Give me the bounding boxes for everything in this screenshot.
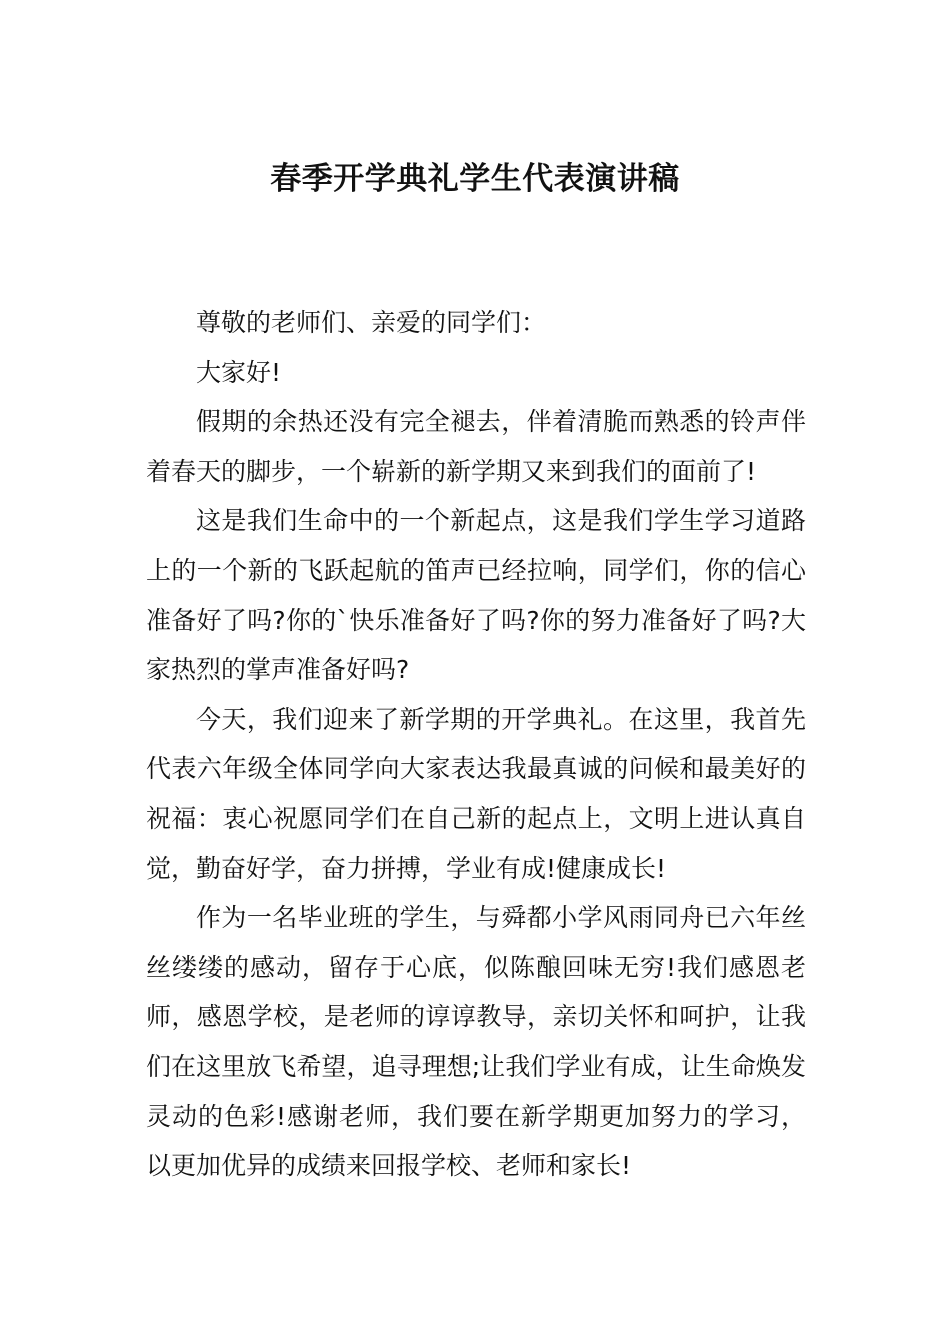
body-paragraph: 今天，我们迎来了新学期的开学典礼。在这里，我首先代表六年级全体同学向大家表达我最真诚的问候和最美好的祝福：衷心祝愿同学们在自己新的起点上，文明上进认真自觉，勤奋好学，奋力拼搏，学业有成!健康成长!: [146, 704, 806, 883]
body-paragraph: 这是我们生命中的一个新起点，这是我们学生学习道路上的一个新的飞跃起航的笛声已经拉响，同学们，你的信心准备好了吗?你的`快乐准备好了吗?你的努力准备好了吗?大家热烈的掌声准备好吗?: [146, 506, 806, 685]
document-title: 春季开学典礼学生代表演讲稿: [270, 161, 680, 197]
greeting-paragraph: 大家好!: [196, 357, 282, 387]
salutation-paragraph: 尊敬的老师们、亲爱的同学们：: [196, 308, 547, 337]
body-paragraph: 假期的余热还没有完全褪去，伴着清脆而熟悉的铃声伴着春天的脚步，一个崭新的新学期又来到我们的面前了!: [146, 407, 806, 486]
document-body: [146, 298, 806, 1191]
body-paragraph: 作为一名毕业班的学生，与舜都小学风雨同舟已六年丝丝缕缕的感动，留存于心底，似陈酿回味无穷!我们感恩老师，感恩学校，是老师的谆谆教导，亲切关怀和呵护，让我们在这里放飞希望，追寻理想;让我们学业有成，让生命焕发灵动的色彩!感谢老师，我们要在新学期更加努力的学习，以更加优异的成绩来回报学校、老师和家长!: [146, 903, 806, 1181]
